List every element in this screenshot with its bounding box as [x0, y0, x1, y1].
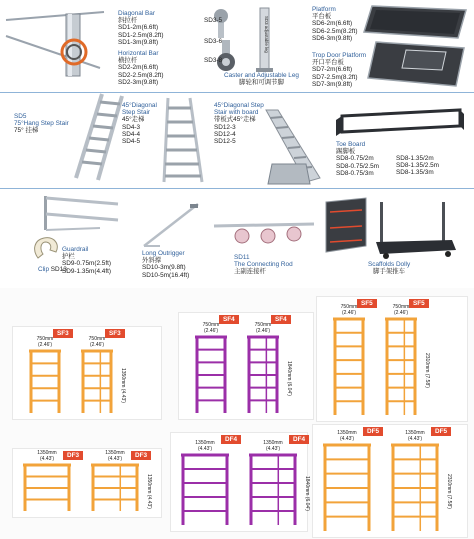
dim-value: 750mm — [88, 336, 106, 342]
hang-stair-code: SD5 — [14, 113, 27, 120]
dim-value: 1350mm — [195, 440, 215, 446]
dim-feet: (4.43') — [265, 445, 281, 452]
board-stair-cn: 带板式45°走梯 — [214, 116, 256, 124]
dim-value: 750mm — [254, 322, 272, 328]
dim-feet: (7.58') — [424, 373, 430, 388]
board-stair-spec: SD12-4 — [214, 130, 236, 138]
clip-label: Clip — [38, 266, 50, 273]
dim-value: 750mm — [202, 322, 220, 328]
frame-height-dim — [303, 476, 309, 511]
horizontal-bar-spec: SD2-2.5m(8.2ft) — [118, 71, 164, 79]
dim-value: 2310mm — [446, 474, 452, 494]
guardrail-caption — [62, 246, 111, 275]
frame-tag: SF3 — [53, 329, 73, 338]
diagonal-bar-title: Diagonal Bar — [118, 10, 155, 17]
frame-height-dim — [145, 474, 151, 509]
platform-spec: SD6-2m(6.6ft) — [312, 20, 353, 28]
dim-value: 1350mm — [337, 430, 357, 436]
connecting-rod-title: The Connecting Rod — [234, 261, 293, 269]
toe-board-spec: SD8-1.35/2m — [396, 155, 434, 162]
frame-width-dim — [333, 305, 365, 316]
frame-card — [178, 312, 314, 420]
dim-value: 1350mm — [146, 474, 152, 494]
guardrail-cn: 护栏 — [62, 253, 75, 261]
adjustable-leg-label: SD3 adjustable leg — [264, 16, 269, 53]
dim-value: 1350mm — [37, 450, 57, 456]
caster-code: SD3-8 — [204, 57, 223, 64]
trop-door-title: Trop Door Platform — [312, 52, 367, 59]
frame-width-dim — [29, 337, 61, 348]
dim-value: 1350mm — [405, 430, 425, 436]
platform-photo — [362, 4, 468, 40]
caster-cn: 脚轮和可调节脚 — [239, 79, 284, 87]
frame-width-dim — [181, 441, 229, 452]
frame-card — [316, 296, 468, 422]
connecting-rod-code: SD11 — [234, 254, 250, 261]
diag-stair-spec: SD4-5 — [122, 138, 141, 146]
frame-width-dim — [385, 305, 417, 316]
trop-door-spec: SD7-2.5m(8.2ft) — [312, 73, 358, 81]
section-divider — [0, 188, 474, 189]
platform-title: Platform — [312, 6, 336, 13]
frame-tag: SF4 — [219, 315, 239, 324]
dim-value: 2310mm — [424, 353, 430, 373]
toe-board-cn: 踢脚板 — [336, 148, 356, 156]
dim-feet: (2.46') — [203, 327, 219, 334]
frame-height-dim — [423, 353, 429, 388]
trop-door-spec: SD7-2m(6.6ft) — [312, 66, 353, 74]
dim-value: 1350mm — [263, 440, 283, 446]
connecting-rod-caption — [234, 254, 293, 276]
dim-feet: (4.43') — [39, 455, 55, 462]
trop-door-cn: 开口平台板 — [312, 59, 344, 67]
clip-photo — [32, 236, 60, 262]
frame-height-dim — [119, 368, 125, 403]
board-stair-spec: SD12-5 — [214, 138, 236, 146]
frame-tag: DF4 — [221, 435, 241, 444]
diagonal-bar-caption — [118, 10, 163, 46]
board-stair-title-2: Stair with board — [214, 109, 259, 117]
frame-height-dim — [285, 361, 291, 396]
toe-board-spec: SD8-0.75/2m — [336, 155, 374, 163]
dim-feet: (2.46') — [255, 327, 271, 334]
diag-stair-spec: SD4-3 — [122, 123, 141, 131]
toe-board-spec: SD8-1.35/3m — [396, 169, 434, 177]
diag-stair-spec: SD4-4 — [122, 130, 141, 138]
dim-feet: (2.46') — [393, 309, 409, 316]
dim-value: 1840mm — [304, 476, 310, 496]
caster-code: SD3-5 — [204, 17, 223, 24]
frame-tag: SF4 — [271, 315, 291, 324]
dim-feet: (4.43') — [146, 494, 152, 509]
frame-tag: DF5 — [431, 427, 451, 436]
frame-width-dim — [391, 431, 439, 442]
frame-tag: SF5 — [409, 299, 429, 308]
board-stair-spec: SD12-3 — [214, 123, 236, 131]
guardrail-title: Guardrail — [62, 246, 89, 253]
frame-tag: DF5 — [363, 427, 383, 436]
toe-board-spec: SD8-0.75/2.5m — [336, 162, 379, 170]
trop-door-spec: SD7-3m(9.8ft) — [312, 80, 353, 88]
dolly-caption — [368, 261, 410, 275]
toe-board-photo — [334, 106, 466, 142]
diag-stair-caption — [122, 102, 157, 145]
platform-spec: SD6-2.5m(8.2ft) — [312, 27, 358, 35]
outrigger-title: Long Outrigger — [142, 250, 185, 257]
toe-board-caption-right — [396, 155, 439, 177]
dim-feet: (4.43') — [197, 445, 213, 452]
frame-width-dim — [195, 323, 227, 334]
horizontal-bar-cn: 横拉杆 — [118, 57, 138, 65]
horizontal-bar-caption — [118, 50, 163, 86]
frame-width-dim — [23, 451, 71, 462]
trop-door-photo — [366, 40, 466, 88]
caster-title: Caster and Adjustable Leg — [224, 72, 299, 79]
diag-stair-title-1: 45°Diagonal — [122, 102, 157, 109]
dim-value: 750mm — [36, 336, 54, 342]
caster-code: SD3-6 — [204, 38, 223, 45]
dim-feet: (2.46') — [341, 309, 357, 316]
connecting-rod-photo — [212, 212, 316, 246]
dim-feet: (7.58') — [446, 494, 452, 509]
frame-width-dim — [249, 441, 297, 452]
outrigger-cn: 外斜撑 — [142, 257, 162, 265]
outrigger-spec: SD10-5m(16.4ft) — [142, 271, 190, 279]
frame-tag: DF3 — [63, 451, 83, 460]
toe-board-spec: SD8-1.35/2.5m — [396, 162, 439, 170]
toe-board-caption — [336, 141, 379, 177]
caster-caption — [224, 72, 299, 86]
toe-board-spec: SD8-0.75/3m — [336, 169, 374, 177]
dim-feet: (4.43') — [120, 388, 126, 403]
frame-card — [12, 326, 162, 420]
dim-value: 1350mm — [105, 450, 125, 456]
dim-feet: (2.46') — [37, 341, 53, 348]
guardrail-spec: SD9-1.35m(4.4ft) — [62, 267, 112, 275]
horizontal-bar-title: Horizontal Bar — [118, 50, 159, 57]
clip-code: SD13 — [50, 266, 67, 273]
frame-tag: SF5 — [357, 299, 377, 308]
diagonal-bar-photo — [4, 6, 104, 76]
diag-stair-cn: 45°走梯 — [122, 116, 145, 124]
frame-tag: SF3 — [105, 329, 125, 338]
dolly-title: Scaffolds Dolly — [368, 261, 411, 268]
platform-spec: SD6-3m(9.8ft) — [312, 34, 353, 42]
board-stair-title-1: 45°Diagonal Step — [214, 102, 264, 109]
dolly-cn: 脚手架推车 — [373, 268, 406, 276]
frame-width-dim — [81, 337, 113, 348]
frame-width-dim — [247, 323, 279, 334]
hang-stair-cn: 75° 挂梯 — [14, 127, 39, 135]
frame-height-dim — [445, 474, 451, 509]
platform-cn: 平台板 — [312, 13, 332, 21]
frame-card — [312, 424, 468, 538]
outrigger-photo — [140, 202, 200, 250]
toe-board-title: Toe Board — [336, 141, 366, 148]
trop-door-caption — [312, 52, 366, 88]
hang-stair-title: 75°Hang Step Stair — [14, 120, 69, 128]
guardrail-spec: SD9-0.75m(2.5ft) — [62, 260, 112, 268]
horizontal-bar-spec: SD2-3m(9.8ft) — [118, 78, 159, 86]
connecting-rod-cn: 主副连接杆 — [234, 268, 266, 276]
frame-width-dim — [91, 451, 139, 462]
horizontal-bar-spec: SD2-2m(6.6ft) — [118, 64, 159, 72]
dim-value: 1840mm — [286, 361, 292, 381]
dim-value: 1350mm — [120, 368, 126, 388]
diagonal-bar-cn: 斜拉杆 — [118, 17, 138, 25]
diag-stair-photo — [160, 96, 206, 184]
frame-width-dim — [323, 431, 371, 442]
dim-value: 750mm — [392, 304, 410, 310]
dim-feet: (4.43') — [339, 435, 355, 442]
frame-tag: DF4 — [289, 435, 309, 444]
dim-feet: (6.04') — [304, 496, 310, 511]
hang-stair-caption — [14, 113, 69, 135]
diagonal-bar-spec: SD1-3m(9.8ft) — [118, 38, 159, 46]
dim-feet: (6.04') — [286, 381, 292, 396]
outrigger-caption — [142, 250, 189, 279]
frame-card — [12, 448, 162, 518]
dolly-photo — [320, 196, 460, 260]
diagonal-bar-spec: SD1-2m(6.6ft) — [118, 24, 159, 32]
frame-tag: DF3 — [131, 451, 151, 460]
diagonal-bar-spec: SD1-2.5m(8.2ft) — [118, 31, 164, 39]
dim-value: 750mm — [340, 304, 358, 310]
board-stair-photo — [252, 108, 322, 186]
dim-feet: (2.46') — [89, 341, 105, 348]
dim-feet: (4.43') — [407, 435, 423, 442]
dim-feet: (4.43') — [107, 455, 123, 462]
frame-card — [170, 432, 308, 532]
outrigger-spec: SD10-3m(9.8ft) — [142, 264, 186, 272]
platform-caption — [312, 6, 357, 42]
diag-stair-title-2: Step Stair — [122, 109, 151, 117]
